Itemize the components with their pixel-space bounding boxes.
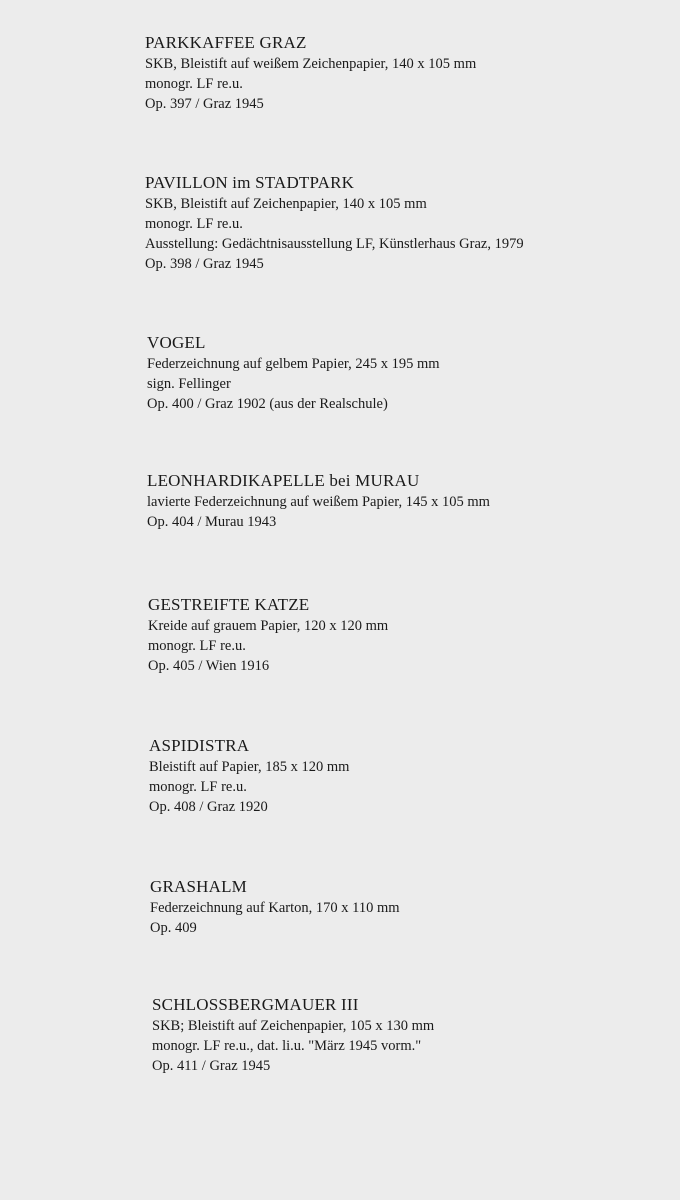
entry-line: SKB; Bleistift auf Zeichenpapier, 105 x 130 mm bbox=[152, 1018, 435, 1034]
entry-line: Op. 409 bbox=[150, 920, 197, 936]
catalog-entry bbox=[145, 172, 645, 274]
entry-title: ASPIDISTRA bbox=[149, 736, 250, 755]
entry-title: PAVILLON im STADTPARK bbox=[145, 173, 355, 192]
entry-title: VOGEL bbox=[147, 333, 206, 352]
catalog-entry bbox=[147, 332, 647, 414]
entry-title: LEONHARDIKAPELLE bei MURAU bbox=[147, 471, 420, 490]
entry-title: PARKKAFFEE GRAZ bbox=[145, 33, 307, 52]
entry-line: lavierte Federzeichnung auf weißem Papier, 145 x 105 mm bbox=[147, 494, 490, 510]
entry-line: Op. 411 / Graz 1945 bbox=[152, 1058, 271, 1074]
entry-line: Op. 397 / Graz 1945 bbox=[145, 96, 264, 112]
catalog-entry bbox=[148, 594, 648, 676]
catalog-entry bbox=[152, 994, 652, 1076]
catalog-entry bbox=[147, 470, 647, 532]
entry-line: monogr. LF re.u. bbox=[145, 76, 243, 92]
entry-line: Federzeichnung auf Karton, 170 x 110 mm bbox=[150, 900, 400, 916]
entry-title: GESTREIFTE KATZE bbox=[148, 595, 310, 614]
entry-line: Op. 398 / Graz 1945 bbox=[145, 256, 264, 272]
catalog-entry bbox=[145, 32, 645, 114]
entry-line: Op. 400 / Graz 1902 (aus der Realschule) bbox=[147, 396, 388, 412]
entry-line: Op. 405 / Wien 1916 bbox=[148, 658, 270, 674]
entry-line: Kreide auf grauem Papier, 120 x 120 mm bbox=[148, 618, 389, 634]
entry-line: Op. 408 / Graz 1920 bbox=[149, 799, 268, 815]
catalog-entry bbox=[150, 876, 650, 938]
entry-line: Ausstellung: Gedächtnisausstellung LF, Künstlerhaus Graz, 1979 bbox=[145, 236, 524, 252]
entry-line: monogr. LF re.u., dat. li.u. "März 1945 vorm." bbox=[152, 1038, 422, 1054]
entry-line: Bleistift auf Papier, 185 x 120 mm bbox=[149, 759, 350, 775]
entry-line: SKB, Bleistift auf Zeichenpapier, 140 x 105 mm bbox=[145, 196, 427, 212]
entry-title: GRASHALM bbox=[150, 877, 248, 896]
entry-line: monogr. LF re.u. bbox=[149, 779, 247, 795]
entry-line: sign. Fellinger bbox=[147, 376, 231, 392]
entry-line: Op. 404 / Murau 1943 bbox=[147, 514, 277, 530]
entry-line: SKB, Bleistift auf weißem Zeichenpapier, 140 x 105 mm bbox=[145, 56, 477, 72]
entry-line: monogr. LF re.u. bbox=[148, 638, 246, 654]
entry-line: monogr. LF re.u. bbox=[145, 216, 243, 232]
catalog-entry bbox=[149, 735, 649, 817]
entry-line: Federzeichnung auf gelbem Papier, 245 x 195 mm bbox=[147, 356, 440, 372]
entry-title: SCHLOSSBERGMAUER III bbox=[152, 995, 359, 1014]
